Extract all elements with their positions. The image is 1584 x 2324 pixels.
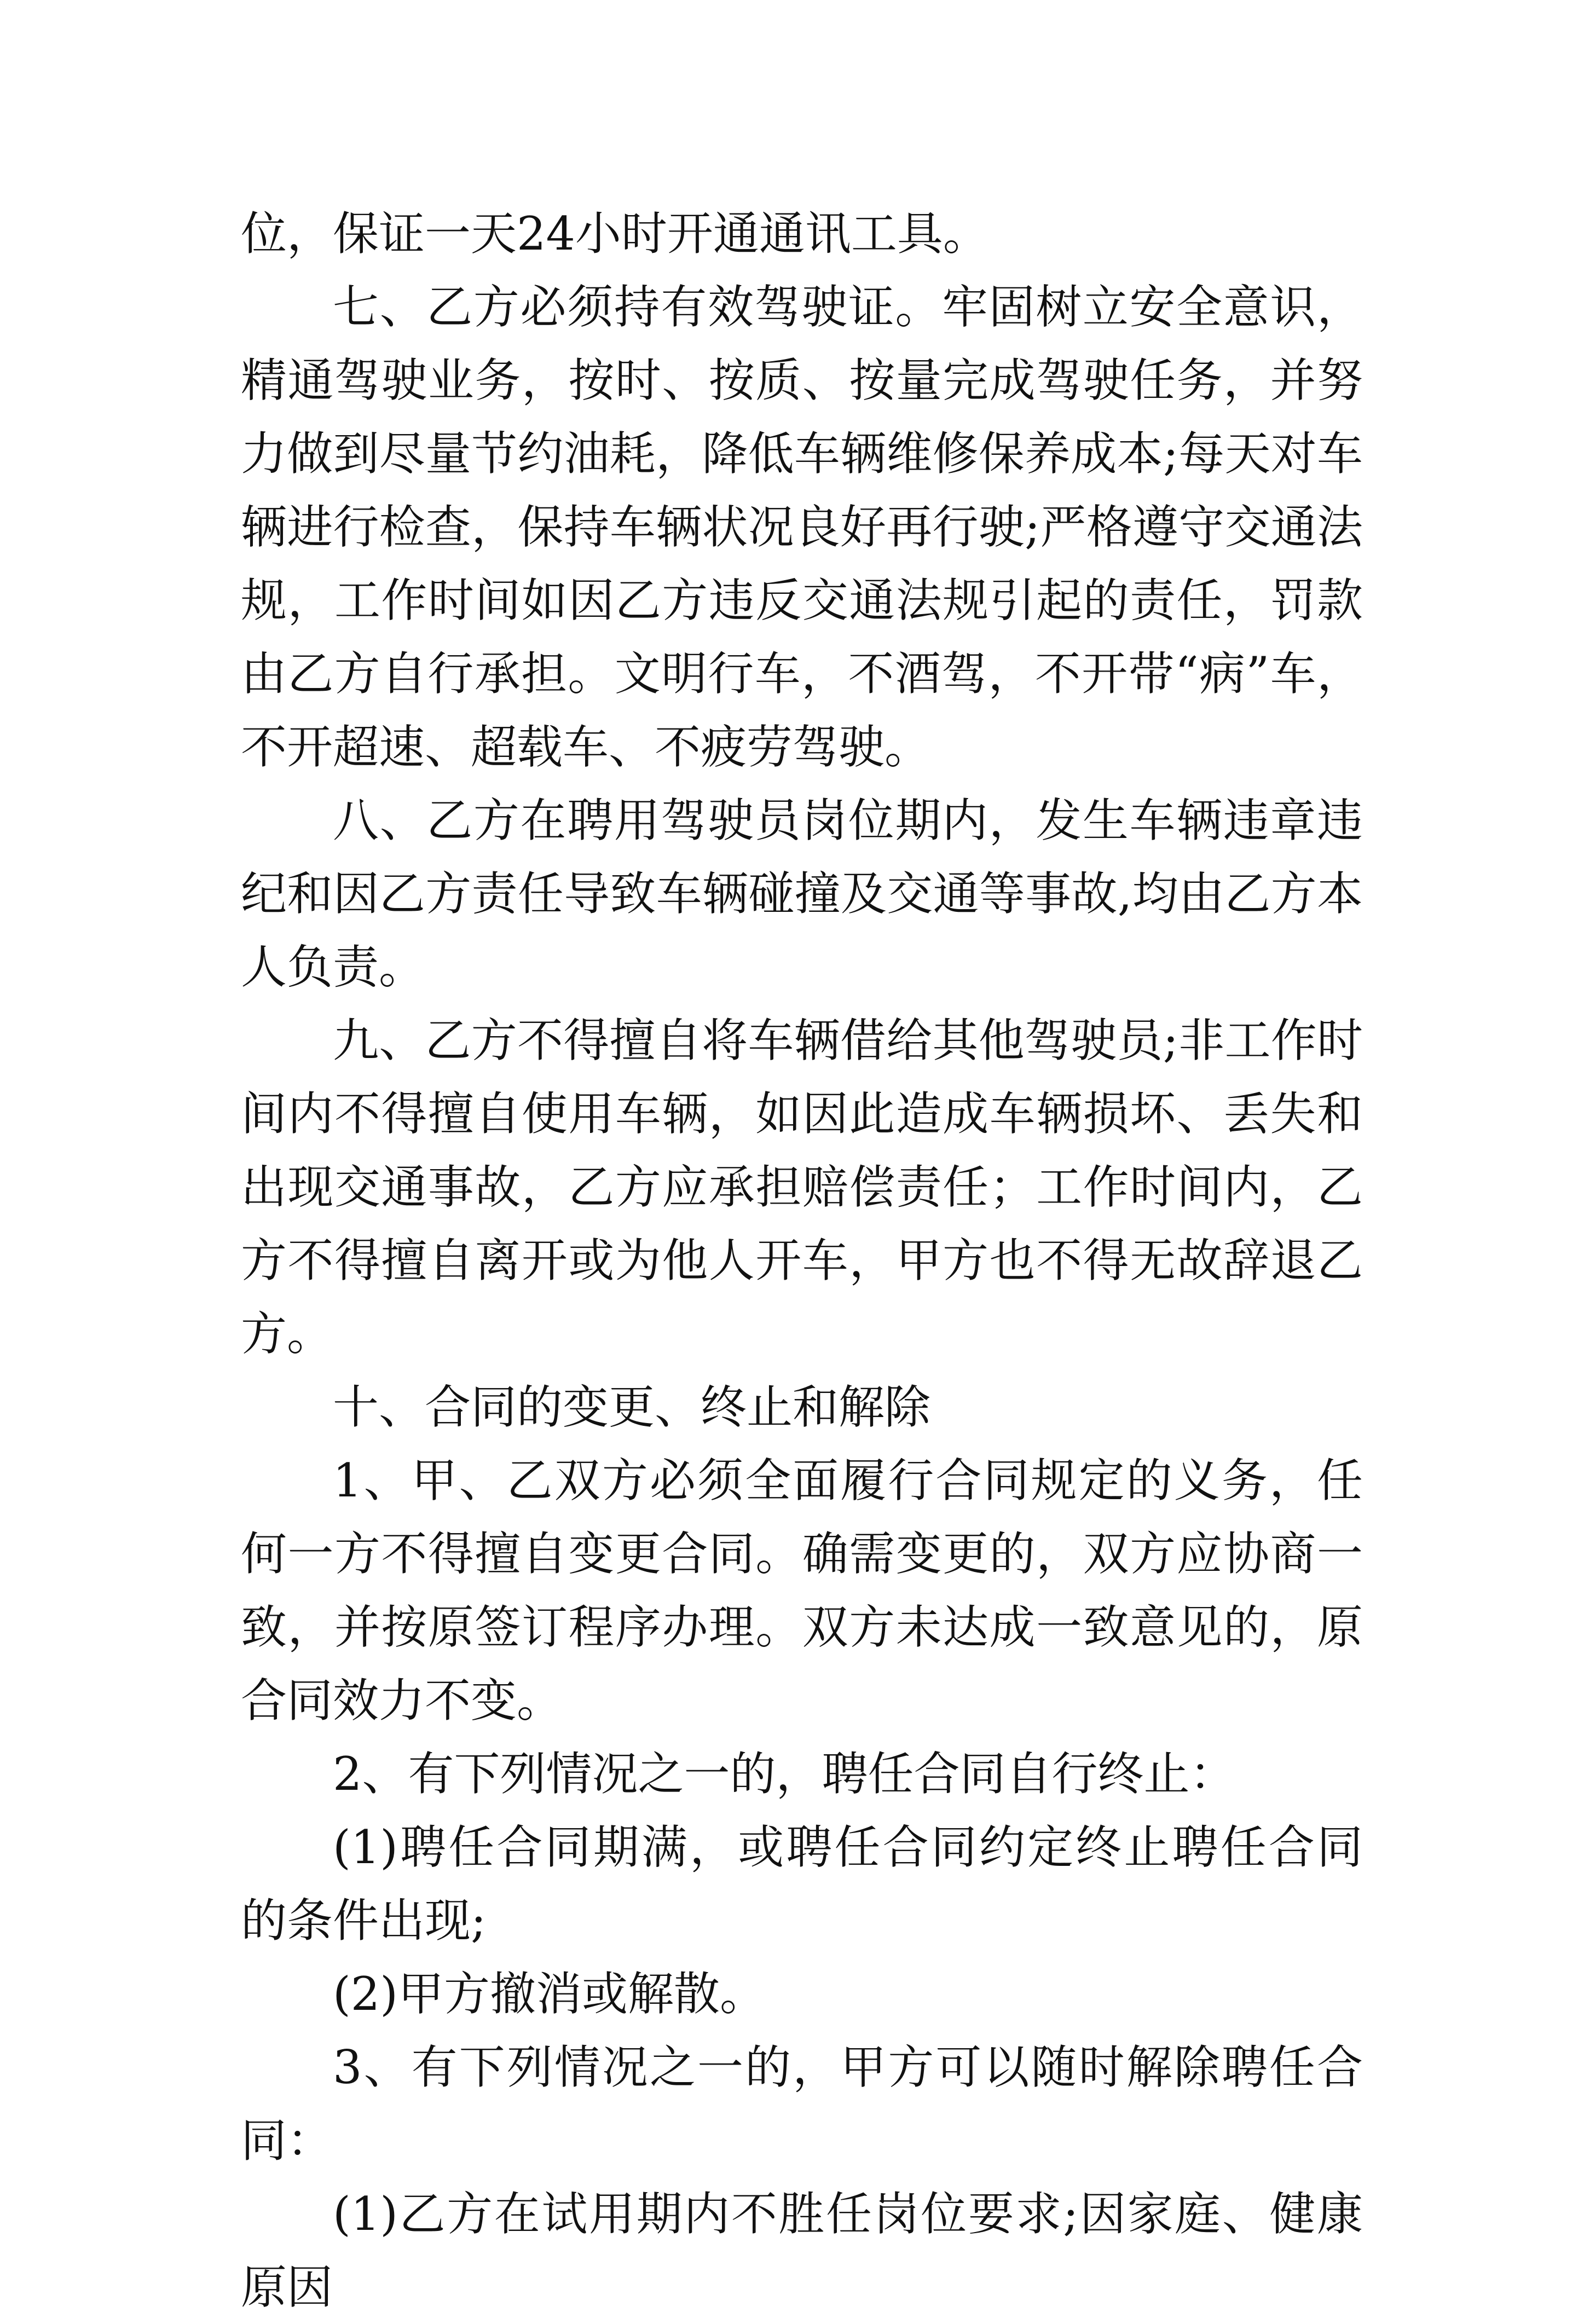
section-heading: 十、合同的变更、终止和解除 [333, 1380, 931, 1434]
paragraph-1: 位，保证一天24小时开通通讯工具。 [241, 207, 989, 261]
paragraph-7: 2、有下列情况之一的，聘任合同自行终止： [333, 1747, 1236, 1801]
paragraph-6: 1、甲、乙双方必须全面履行合同规定的义务，任何一方不得擅自变更合同。确需变更的，双方应协商一致，并按原签订程序办理。双方未达成一致意见的，原合同效力不变。 [241, 1454, 1363, 1727]
paragraph-3: 八、乙方在聘用驾驶员岗位期内，发生车辆违章违纪和因乙方责任导致车辆碰撞及交通等事故,均由乙方本人负责。 [241, 794, 1363, 994]
paragraph-10: 3、有下列情况之一的，甲方可以随时解除聘任合同： [241, 2040, 1363, 2167]
paragraph-4: 九、乙方不得擅自将车辆借给其他驾驶员;非工作时间内不得擅自使用车辆，如因此造成车辆损坏、丢失和出现交通事故，乙方应承担赔偿责任；工作时间内，乙方不得擅自离开或为他人开车，甲方也不得无故辞退乙方。 [241, 1014, 1363, 1361]
document-body [241, 197, 1363, 2324]
list-item: (1)聘任合同期满，或聘任合同约定终止聘任合同的条件出现; [241, 1820, 1363, 1947]
list-item: (1)乙方在试用期内不胜任岗位要求;因家庭、健康原因 [241, 2187, 1363, 2314]
list-item: (2)甲方撤消或解散。 [333, 1967, 766, 2021]
paragraph-2: 七、乙方必须持有效驾驶证。牢固树立安全意识，精通驾驶业务，按时、按质、按量完成驾驶任务，并努力做到尽量节约油耗，降低车辆维修保养成本;每天对车辆进行检查，保持车辆状况良好再行驶;严格遵守交通法规，工作时间如因乙方违反交通法规引起的责任，罚款由乙方自行承担。文明行车，不酒驾，不开带“病”车，不开超速、超载车、不疲劳驾驶。 [241, 280, 1363, 774]
